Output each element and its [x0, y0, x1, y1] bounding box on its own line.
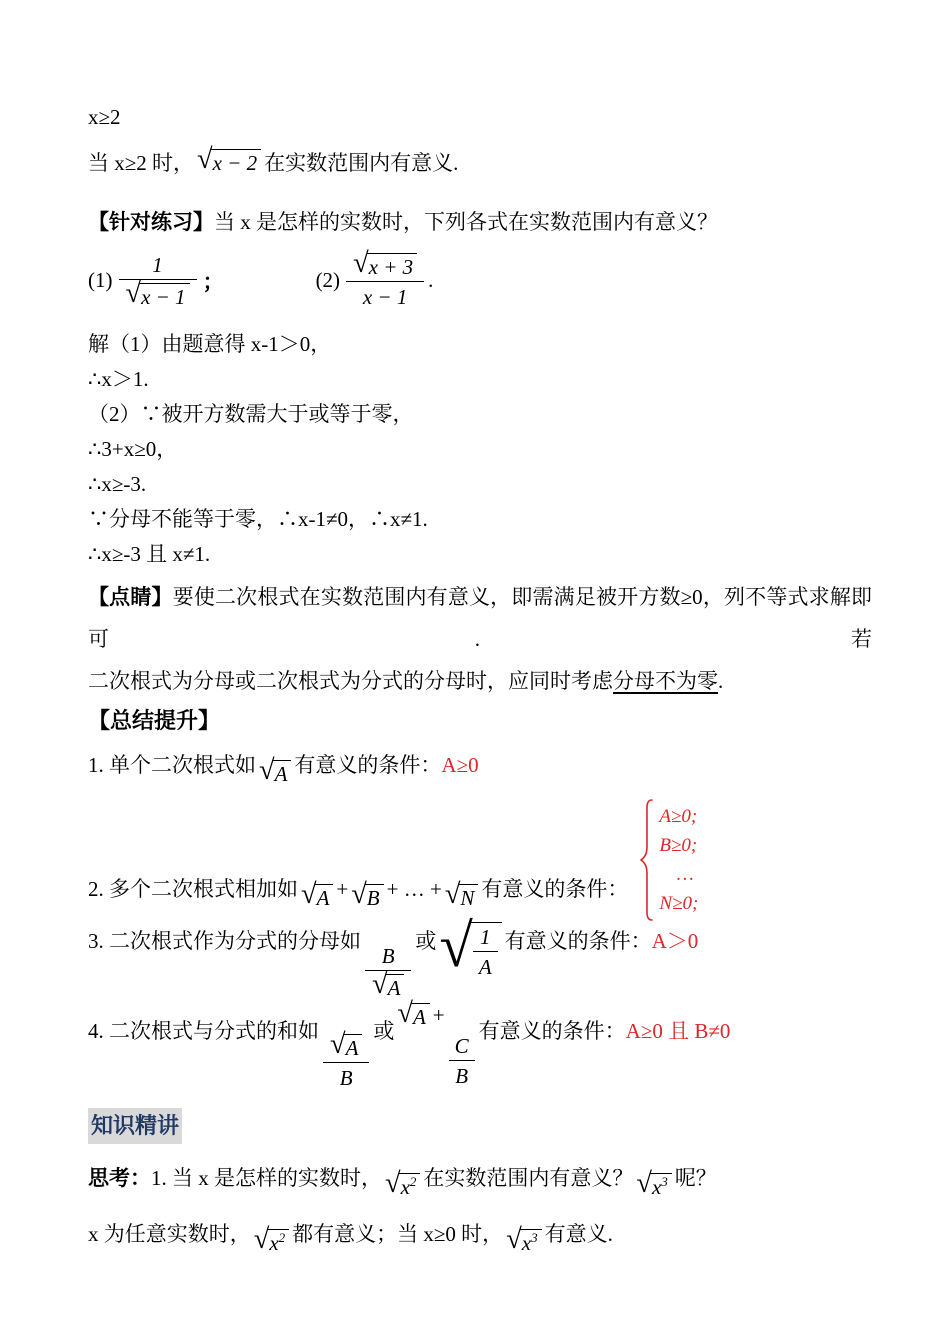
radical-sign-icon: √: [259, 755, 275, 787]
sqrt-x-cubed: [636, 1168, 671, 1200]
summary-4-condition: A≥0 且 B≠0: [625, 1018, 731, 1043]
fraction-numerator: B: [365, 944, 411, 971]
summary-2-mid: 有意义的条件：: [481, 876, 629, 901]
remark-text-2: 二次根式为分母或二次根式为分式的分母时，应同时考虑: [88, 669, 613, 693]
radicand: A: [344, 1034, 363, 1060]
practice-heading: 【针对练习】: [88, 211, 214, 234]
item-2-label: (2): [315, 268, 341, 293]
fraction-numerator: 1: [473, 925, 498, 952]
fraction-denominator: x − 1: [362, 284, 408, 309]
radical-sign-icon: √: [351, 878, 367, 910]
variable-x: x: [400, 1175, 410, 1200]
summary-1-pre: 1. 单个二次根式如: [88, 753, 256, 778]
summary-3-mid: 有意义的条件：: [504, 928, 652, 953]
fraction-denominator: [365, 968, 411, 1000]
condition-row: N≥0;: [659, 893, 699, 914]
summary-item-4-line: [88, 997, 731, 1094]
fraction-denominator: [119, 280, 197, 309]
remark-text-1: 要使二次根式在实数范围内有意义，即需满足被开方数≥0，列不等式求解即可. 若: [88, 585, 872, 651]
answer-pre: x 为任意实数时，: [88, 1222, 251, 1247]
radical-sign-icon: √: [197, 143, 213, 175]
sqrt-A: [259, 755, 291, 787]
summary-4-pre: 4. 二次根式与分式的和如: [88, 1018, 319, 1043]
variable-x: x: [521, 1231, 532, 1256]
radical-sign-icon: √: [330, 1028, 346, 1060]
summary-4-mid: 有意义的条件：: [478, 1018, 626, 1043]
radicand: N: [458, 884, 478, 910]
intro-pre-text: 当 x≥2 时，: [88, 151, 195, 175]
radicand: A: [315, 884, 334, 910]
intro-conclusion-line: [88, 138, 872, 186]
variable-x: x: [651, 1175, 662, 1200]
think-pre: 1. 当 x 是怎样的实数时，: [151, 1166, 382, 1191]
summary-1-condition: A≥0: [441, 753, 479, 778]
solution-line: （2）∵被开方数需大于或等于零，: [88, 402, 414, 426]
solution-line: 解（1）由题意得 x-1＞0，: [88, 332, 332, 356]
solution-line: ∵分母不能等于零，∴x-1≠0，∴x≠1.: [88, 507, 428, 531]
or-text: 或: [373, 1018, 395, 1043]
fraction-denominator: A: [478, 954, 492, 979]
radicand: x − 1: [139, 283, 190, 309]
knowledge-section: [88, 1108, 872, 1144]
practice-item-2: [315, 247, 434, 309]
intro-result-line: x≥2: [88, 105, 121, 129]
sqrt-x-plus-3: [353, 247, 417, 279]
remark-underlined-text: 分母不为零: [613, 669, 718, 693]
fraction-sqrt-A-over-B: [323, 1028, 369, 1090]
summary-item-2: [88, 792, 872, 918]
fraction-numerator: [346, 247, 424, 282]
practice-question: 当 x 是怎样的实数时，下列各式在实数范围内有意义？: [214, 210, 718, 234]
sqrt-N: [444, 878, 479, 910]
solution-line: ∴x≥-3 且 x≠1.: [88, 542, 211, 566]
radical-sign-icon: √: [444, 878, 461, 910]
radical-sign-icon: √: [125, 278, 142, 310]
sqrt-x-minus-2: [197, 143, 261, 175]
sqrt-A: [301, 878, 333, 910]
summary-heading: 【总结提升】: [88, 708, 221, 733]
sqrt-B: [351, 878, 383, 910]
solution-line: ∴x≥-3.: [88, 472, 147, 496]
radical-sign-icon: √: [301, 878, 317, 910]
remark-line-2: [88, 660, 872, 702]
remark-text-3: .: [718, 669, 724, 693]
remark-line-1: [88, 576, 872, 660]
summary-3-pre: 3. 二次根式作为分式的分母如: [88, 928, 361, 953]
practice-heading-line: [88, 206, 872, 239]
radical-sign-icon: √: [253, 1224, 270, 1256]
sqrt-A: [372, 968, 404, 1000]
or-text: 或: [415, 928, 437, 953]
answer-tail: 有意义.: [544, 1222, 613, 1247]
radicand: [399, 1173, 421, 1199]
exponent: 2: [278, 1230, 286, 1246]
solution-block: [88, 327, 872, 572]
fraction-1-over-A: [473, 925, 498, 979]
item-1-punctuation: ；: [202, 269, 224, 294]
think-mid: 在实数范围内有意义？: [423, 1166, 634, 1191]
fraction-1-over-sqrt-x-minus-1: [119, 253, 197, 309]
radical-sign-icon: √: [439, 912, 473, 980]
condition-ellipsis: …: [675, 864, 695, 885]
solution-line: ∴3+x≥0，: [88, 437, 178, 461]
radical-sign-icon: √: [385, 1168, 401, 1200]
radical-sign-icon: √: [636, 1168, 652, 1200]
radical-sign-icon: √: [397, 997, 413, 1029]
exponent: 3: [531, 1230, 538, 1246]
fraction-numerator: C: [449, 1034, 475, 1061]
knowledge-heading: 知识精讲: [88, 1108, 182, 1144]
fraction-denominator: B: [455, 1063, 469, 1088]
remark-heading: 【点睛】: [88, 585, 173, 609]
summary-2-pre: 2. 多个二次根式相加如: [88, 876, 298, 901]
intro-post-text: 在实数范围内有意义.: [264, 151, 459, 175]
summary-item-2-line: [88, 873, 628, 918]
practice-formulas: [88, 245, 872, 317]
summary-item-3-line: [88, 912, 699, 1004]
summary-1-mid: 有意义的条件：: [294, 753, 442, 778]
think-tail: 呢？: [674, 1166, 717, 1191]
radicand: A: [386, 974, 405, 1000]
summary-item-3: [88, 912, 872, 1004]
summary-item-4: [88, 997, 872, 1094]
sqrt-x-squared: [253, 1224, 289, 1256]
radicand: [471, 922, 502, 979]
condition-row: A≥0;: [659, 806, 698, 827]
summary-item-1-line: [88, 749, 479, 786]
sqrt-1-over-A: [439, 912, 501, 980]
fraction-C-over-B: [449, 1034, 475, 1088]
condition-row: B≥0;: [659, 835, 698, 856]
radical-sign-icon: √: [372, 968, 388, 1000]
radical-sign-icon: √: [353, 247, 369, 279]
radicand: B: [365, 884, 384, 910]
remark-block: [88, 576, 872, 702]
plus-operator: +: [336, 876, 349, 901]
radicand: A: [411, 1003, 430, 1029]
radical-sign-icon: √: [506, 1224, 522, 1256]
condition-system: [638, 798, 698, 922]
radicand: x − 2: [211, 149, 262, 175]
radicand: [650, 1173, 672, 1199]
ellipsis-operator: + … +: [386, 876, 442, 901]
left-brace-icon: [638, 798, 654, 922]
condition-list: [659, 802, 698, 918]
item-2-punctuation: .: [428, 268, 434, 293]
radicand: [267, 1229, 289, 1255]
think-line-content: [88, 1162, 717, 1199]
fraction-numerator: [323, 1028, 369, 1063]
item-1-label: (1): [88, 268, 113, 293]
summary-item-1: [88, 744, 872, 792]
summary-3-condition: A＞0: [651, 928, 699, 953]
fraction-numerator: 1: [119, 253, 197, 280]
answer-line: [88, 1212, 872, 1262]
practice-item-1: [88, 253, 224, 309]
radicand: A: [273, 760, 292, 786]
sqrt-A: [397, 997, 429, 1029]
answer-line-content: [88, 1218, 613, 1255]
exponent: 3: [661, 1174, 668, 1190]
think-label: 思考：: [88, 1167, 151, 1191]
radicand: x + 3: [367, 253, 418, 279]
radicand: [520, 1229, 542, 1255]
solution-line: ∴x＞1.: [88, 367, 149, 391]
think-line: [88, 1156, 872, 1206]
fraction-B-over-sqrt-A: [365, 944, 411, 1000]
fraction-denominator: B: [339, 1065, 353, 1090]
variable-x: x: [269, 1231, 279, 1256]
sqrt-x-squared: [385, 1168, 420, 1200]
answer-mid: 都有意义；当 x≥0 时，: [292, 1222, 504, 1247]
exponent: 2: [409, 1174, 417, 1190]
sqrt-A: [330, 1028, 362, 1060]
sqrt-x-minus-1: [125, 278, 190, 310]
fraction-sqrt-x-plus-3-over-x-minus-1: [346, 247, 424, 309]
plus-operator: +: [432, 1002, 445, 1027]
sqrt-x-cubed: [506, 1224, 541, 1256]
